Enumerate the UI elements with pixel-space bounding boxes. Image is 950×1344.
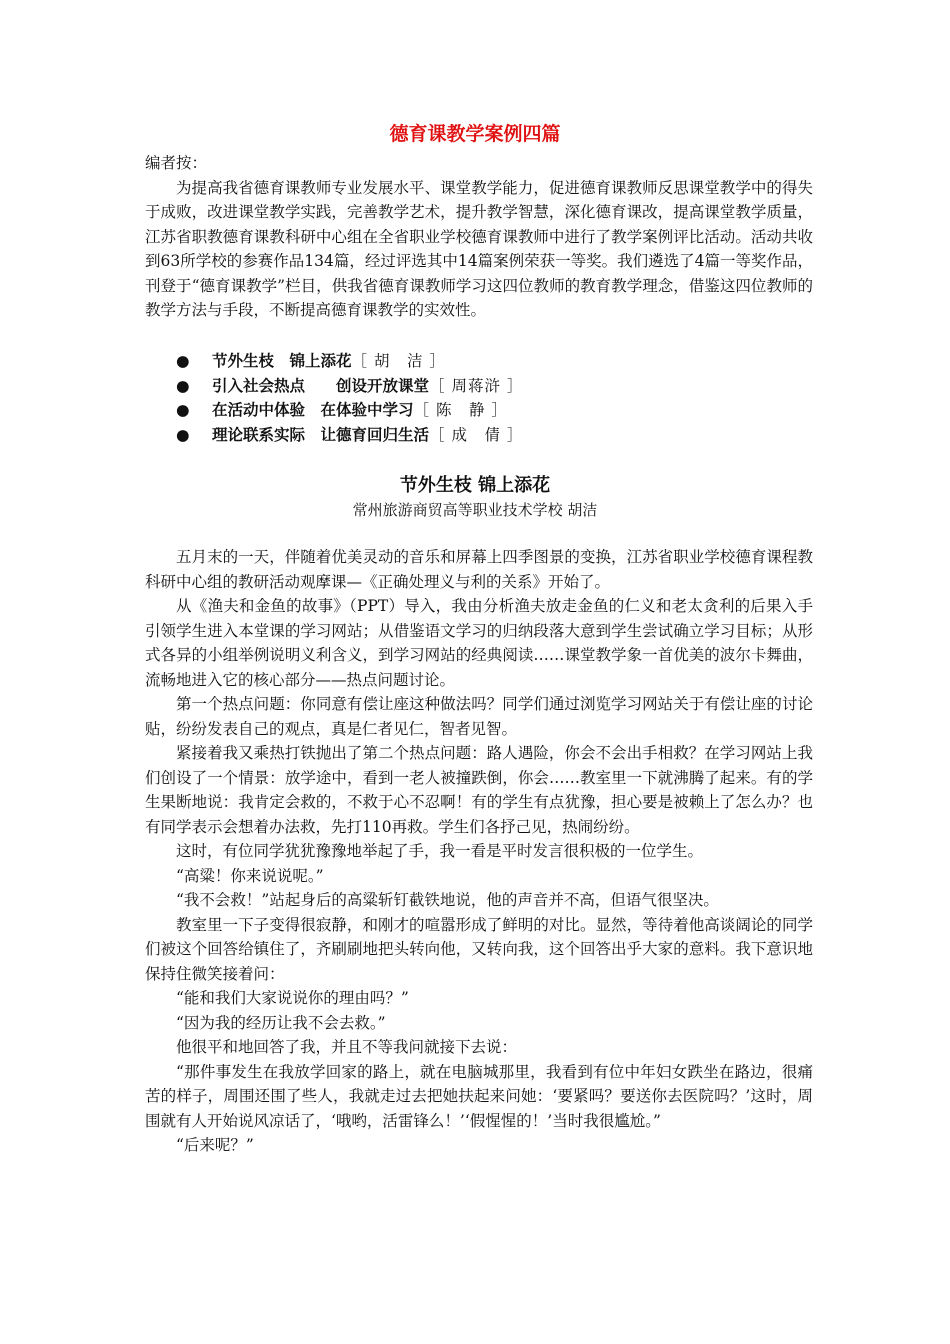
article-list-item (176, 398, 816, 423)
paragraph: 紧接着我又乘热打铁抛出了第二个热点问题：路人遇险，你会不会出手相救？在学习网站上我们创设了一个情景：放学途中，看到一老人被撞跌倒，你会……教室里一下就沸腾了起来。有的学生果断地说：我肯定会救的，不救于心不忍啊！有的学生有点犹豫，担心要是被赖上了怎么办？也有同学表示会想着办法救，先打110再救。学生们各抒己见，热闹纷纷。 (145, 744, 813, 836)
bullet-icon: ● (176, 425, 190, 444)
paragraph: “那件事发生在我放学回家的路上，就在电脑城那里，我看到有位中年妇女跌坐在路边，很痛苦的样子，周围还围了些人，我就走过去把她扶起来问她：‘要紧吗？要送你去医院吗？’这时，周围就有人开始说风凉话了，‘哦哟，活雷锋么！’‘假惺惺的！’当时我很尴尬。” (145, 1062, 813, 1130)
article-list-title: 节外生枝 锦上添花 (212, 352, 352, 370)
article-list (176, 349, 816, 447)
paragraph: 五月末的一天，伴随着优美灵动的音乐和屏幕上四季图景的变换，江苏省职业学校德育课程教科研中心组的教研活动观摩课—《正确处理义与利的关系》开始了。 (145, 548, 813, 591)
editor-note-label: 编者按： (145, 154, 208, 172)
article-list-item (176, 349, 816, 374)
paragraph: 从《渔夫和金鱼的故事》（PPT）导入，我由分析渔夫放走金鱼的仁义和老太贪利的后果入手引领学生进入本堂课的学习网站；从借鉴语文学习的归纳段落大意到学生尝试确立学习目标；从形式各异的小组举例说明义利含义，到学习网站的经典阅读……课堂教学象一首优美的波尔卡舞曲，流畅地进入它的核心部分——热点问题讨论。 (145, 597, 813, 689)
article-list-author: ［ 胡 洁 ］ (351, 352, 446, 370)
article-list-author: ［ 周蒋浒 ］ (429, 376, 524, 395)
document-title: 德育课教学案例四篇 (389, 123, 561, 145)
article-list-author: ［ 成 倩 ］ (429, 425, 524, 444)
section-title: 节外生枝 锦上添花 (399, 475, 551, 496)
article-list-author: ［ 陈 静 ］ (413, 401, 508, 419)
paragraph: “后来呢？” (176, 1136, 254, 1154)
article-list-title: 在活动中体验 在体验中学习 (212, 401, 414, 419)
section-subtitle: 常州旅游商贸高等职业技术学校 胡洁 (352, 501, 598, 519)
paragraph: 教室里一下子变得很寂静，和刚才的喧嚣形成了鲜明的对比。显然，等待着他高谈阔论的同学们被这个回答给镇住了，齐刷刷地把头转向他，又转向我，这个回答出乎大家的意料。我下意识地保持住微笑接着问： (145, 915, 813, 983)
editor-note (145, 151, 813, 323)
paragraph: 第一个热点问题：你同意有偿让座这种做法吗？同学们通过浏览学习网站关于有偿让座的讨论贴，纷纷发表自己的观点，真是仁者见仁，智者见智。 (145, 695, 813, 738)
editor-note-text: 为提高我省德育课教师专业发展水平、课堂教学能力，促进德育课教师反思课堂教学中的得失于成败，改进课堂教学实践，完善教学艺术，提升教学智慧，深化德育课改，提高课堂教学质量，江苏省职教德育课教科研中心组在全省职业学校德育课教师中进行了教学案例评比活动。活动共收到63所学校的参赛作品134篇，经过评选其中14篇案例荣获一等奖。我们遴选了4篇一等奖作品，刊登于“德育课教学”栏目，供我省德育课教师学习这四位教师的教育教学理念，借鉴这四位教师的教学方法与手段，不断提高德育课教学的实效性。 (145, 178, 813, 319)
paragraph: 这时，有位同学犹犹豫豫地举起了手，我一看是平时发言很积极的一位学生。 (176, 842, 704, 860)
article-list-title: 引入社会热点 创设开放课堂 (212, 376, 430, 395)
paragraph: “能和我们大家说说你的理由吗？” (176, 989, 409, 1007)
article-body (145, 545, 813, 1158)
paragraph: “因为我的经历让我不会去救。” (176, 1013, 386, 1032)
paragraph: “高粱！你来说说呢。” (176, 866, 324, 885)
bullet-icon: ● (176, 401, 190, 419)
paragraph: “我不会救！”站起身后的高粱斩钉截铁地说，他的声音并不高，但语气很坚决。 (176, 891, 719, 909)
article-list-title: 理论联系实际 让德育回归生活 (212, 425, 430, 444)
bullet-icon: ● (176, 376, 190, 395)
article-list-item (176, 374, 816, 399)
paragraph: 他很平和地回答了我，并且不等我问就接下去说： (176, 1038, 518, 1056)
bullet-icon: ● (176, 352, 190, 370)
article-list-item (176, 423, 816, 448)
